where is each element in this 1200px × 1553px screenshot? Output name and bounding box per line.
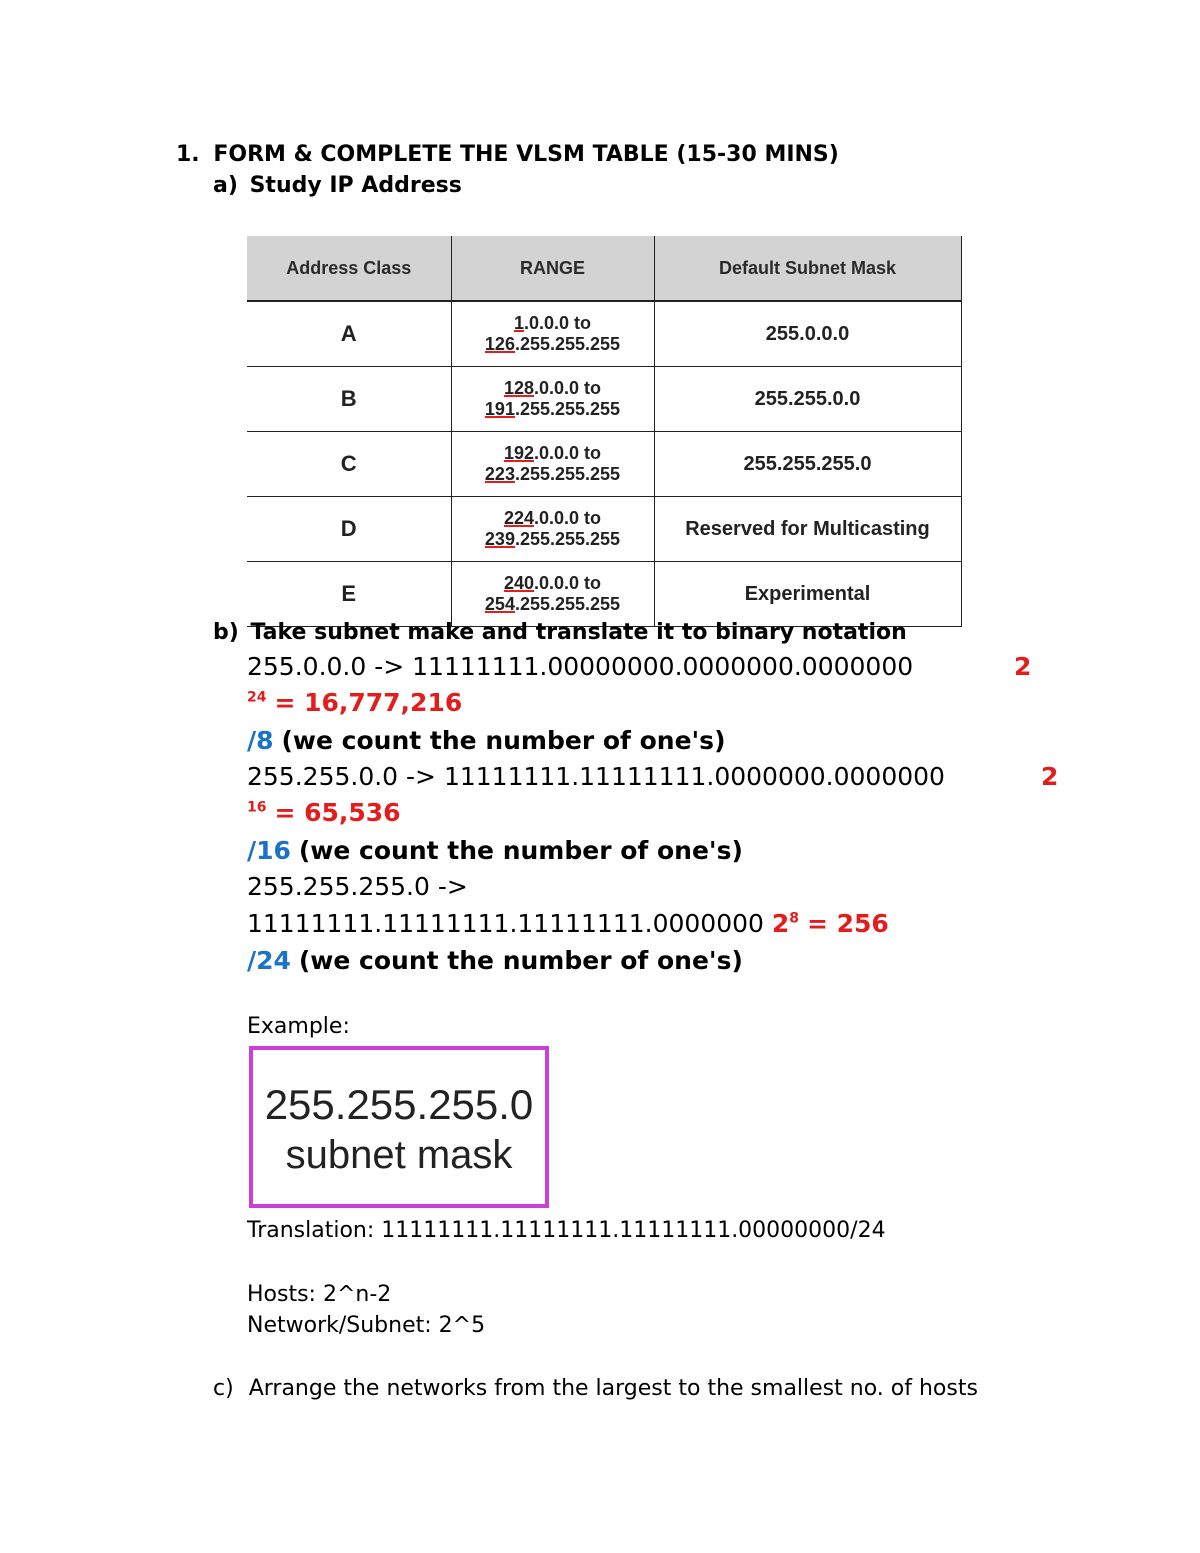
power-result: = 256: [806, 909, 889, 938]
range-end-octet: 223: [484, 464, 515, 484]
range-end-octet: 191: [484, 399, 515, 419]
subsection-a-text: Study IP Address: [249, 173, 462, 198]
range-start-octet: 240: [503, 573, 534, 593]
table-row: [247, 432, 961, 497]
subsection-a: [213, 173, 462, 198]
network-formula: Network/Subnet: 2^5: [247, 1313, 486, 1338]
power-result-line-2: [247, 798, 401, 827]
mask-text: 255.255.255.0 ->: [247, 872, 468, 901]
binary-text: 11111111.11111111.11111111.0000000: [247, 909, 764, 938]
class-cell: C: [247, 432, 451, 497]
range-cell: [451, 301, 654, 367]
binary-line-1: [247, 652, 913, 681]
range-start-octet: 224: [503, 508, 534, 528]
range-cell: [451, 497, 654, 562]
class-cell: D: [247, 497, 451, 562]
example-caption: subnet mask: [285, 1133, 513, 1177]
section-title: FORM & COMPLETE THE VLSM TABLE (15-30 MINS): [213, 142, 839, 167]
range-start-octet: 192: [503, 443, 534, 463]
power-exponent: 8: [789, 910, 800, 927]
subsection-b-label: b): [213, 620, 239, 645]
prefix-line-1: [247, 726, 726, 755]
power-base: 2: [1014, 652, 1032, 681]
range-end-rest: .255.255.255: [514, 399, 621, 419]
subsection-a-label: a): [213, 173, 238, 198]
range-end-octet: 126: [484, 334, 515, 354]
range-start-rest: .0.0.0 to: [534, 573, 602, 593]
range-end-rest: .255.255.255: [514, 594, 621, 614]
range-end-rest: .255.255.255: [514, 464, 621, 484]
power-result-line-1: [247, 688, 462, 717]
address-class-table: [247, 236, 961, 615]
power-base: 2: [1041, 762, 1059, 791]
mask-cell: Reserved for Multicasting: [654, 497, 961, 562]
prefix-note: (we count the number of one's): [298, 836, 743, 865]
prefix-line-2: [247, 836, 743, 865]
binary-line-3-cont: [247, 909, 889, 938]
subsection-c-text: Arrange the networks from the largest to the smallest no. of hosts: [248, 1376, 978, 1401]
power-exponent: 24: [247, 689, 267, 706]
class-cell: B: [247, 367, 451, 432]
section-number: 1.: [176, 142, 200, 167]
section-heading: [176, 142, 839, 167]
table-row: [247, 497, 961, 562]
power-exponent: 16: [247, 799, 267, 816]
table-row: [247, 367, 961, 432]
cidr-prefix: /16: [247, 836, 291, 865]
range-cell: [451, 562, 654, 627]
range-cell: [451, 367, 654, 432]
range-start-octet: 128: [503, 378, 534, 398]
mask-cell: 255.255.0.0: [654, 367, 961, 432]
binary-line-3: [247, 872, 468, 901]
hosts-formula: Hosts: 2^n-2: [247, 1282, 392, 1307]
range-end-octet: 254: [484, 594, 515, 614]
cidr-prefix: /24: [247, 946, 291, 975]
header-range: RANGE: [451, 236, 654, 301]
example-label: Example:: [247, 1014, 350, 1039]
mask-cell: 255.255.255.0: [654, 432, 961, 497]
power-result: = 16,777,216: [274, 688, 463, 717]
cidr-prefix: /8: [247, 726, 274, 755]
range-start-rest: .0.0.0 to: [534, 443, 602, 463]
example-mask-text: 255.255.255.0: [264, 1081, 534, 1128]
range-end-octet: 239: [484, 529, 515, 549]
range-start-rest: .0.0.0 to: [534, 508, 602, 528]
class-cell: A: [247, 301, 451, 367]
subsection-b: [213, 620, 907, 645]
prefix-line-3: [247, 946, 743, 975]
range-start-rest: .0.0.0 to: [534, 378, 602, 398]
mask-cell: 255.0.0.0: [654, 301, 961, 367]
range-start-rest: .0.0.0 to: [523, 313, 592, 333]
mask-binary-text: 255.255.0.0 -> 11111111.11111111.0000000.0000000: [247, 762, 945, 791]
mask-binary-text: 255.0.0.0 -> 11111111.00000000.0000000.0000000: [247, 652, 914, 681]
subsection-c: [213, 1376, 978, 1401]
header-address-class: Address Class: [247, 236, 451, 301]
translation-text: Translation: 11111111.11111111.11111111.00000000/24: [247, 1218, 886, 1243]
prefix-note: (we count the number of one's): [281, 726, 726, 755]
range-end-rest: .255.255.255: [514, 334, 621, 354]
power-base: 2: [771, 909, 790, 938]
range-cell: [451, 432, 654, 497]
table-header-row: [247, 236, 961, 301]
subsection-b-text: Take subnet make and translate it to binary notation: [250, 620, 907, 645]
prefix-note: (we count the number of one's): [298, 946, 743, 975]
table-row: [247, 301, 961, 367]
header-default-subnet-mask: Default Subnet Mask: [654, 236, 961, 301]
class-cell: E: [247, 562, 451, 627]
range-end-rest: .255.255.255: [514, 529, 621, 549]
binary-line-2: [247, 762, 945, 791]
table-row: [247, 562, 961, 627]
example-image-box: [249, 1046, 549, 1208]
subsection-c-label: c): [213, 1376, 234, 1401]
mask-cell: Experimental: [654, 562, 961, 627]
power-result: = 65,536: [274, 798, 401, 827]
range-start-octet: 1: [513, 313, 524, 333]
